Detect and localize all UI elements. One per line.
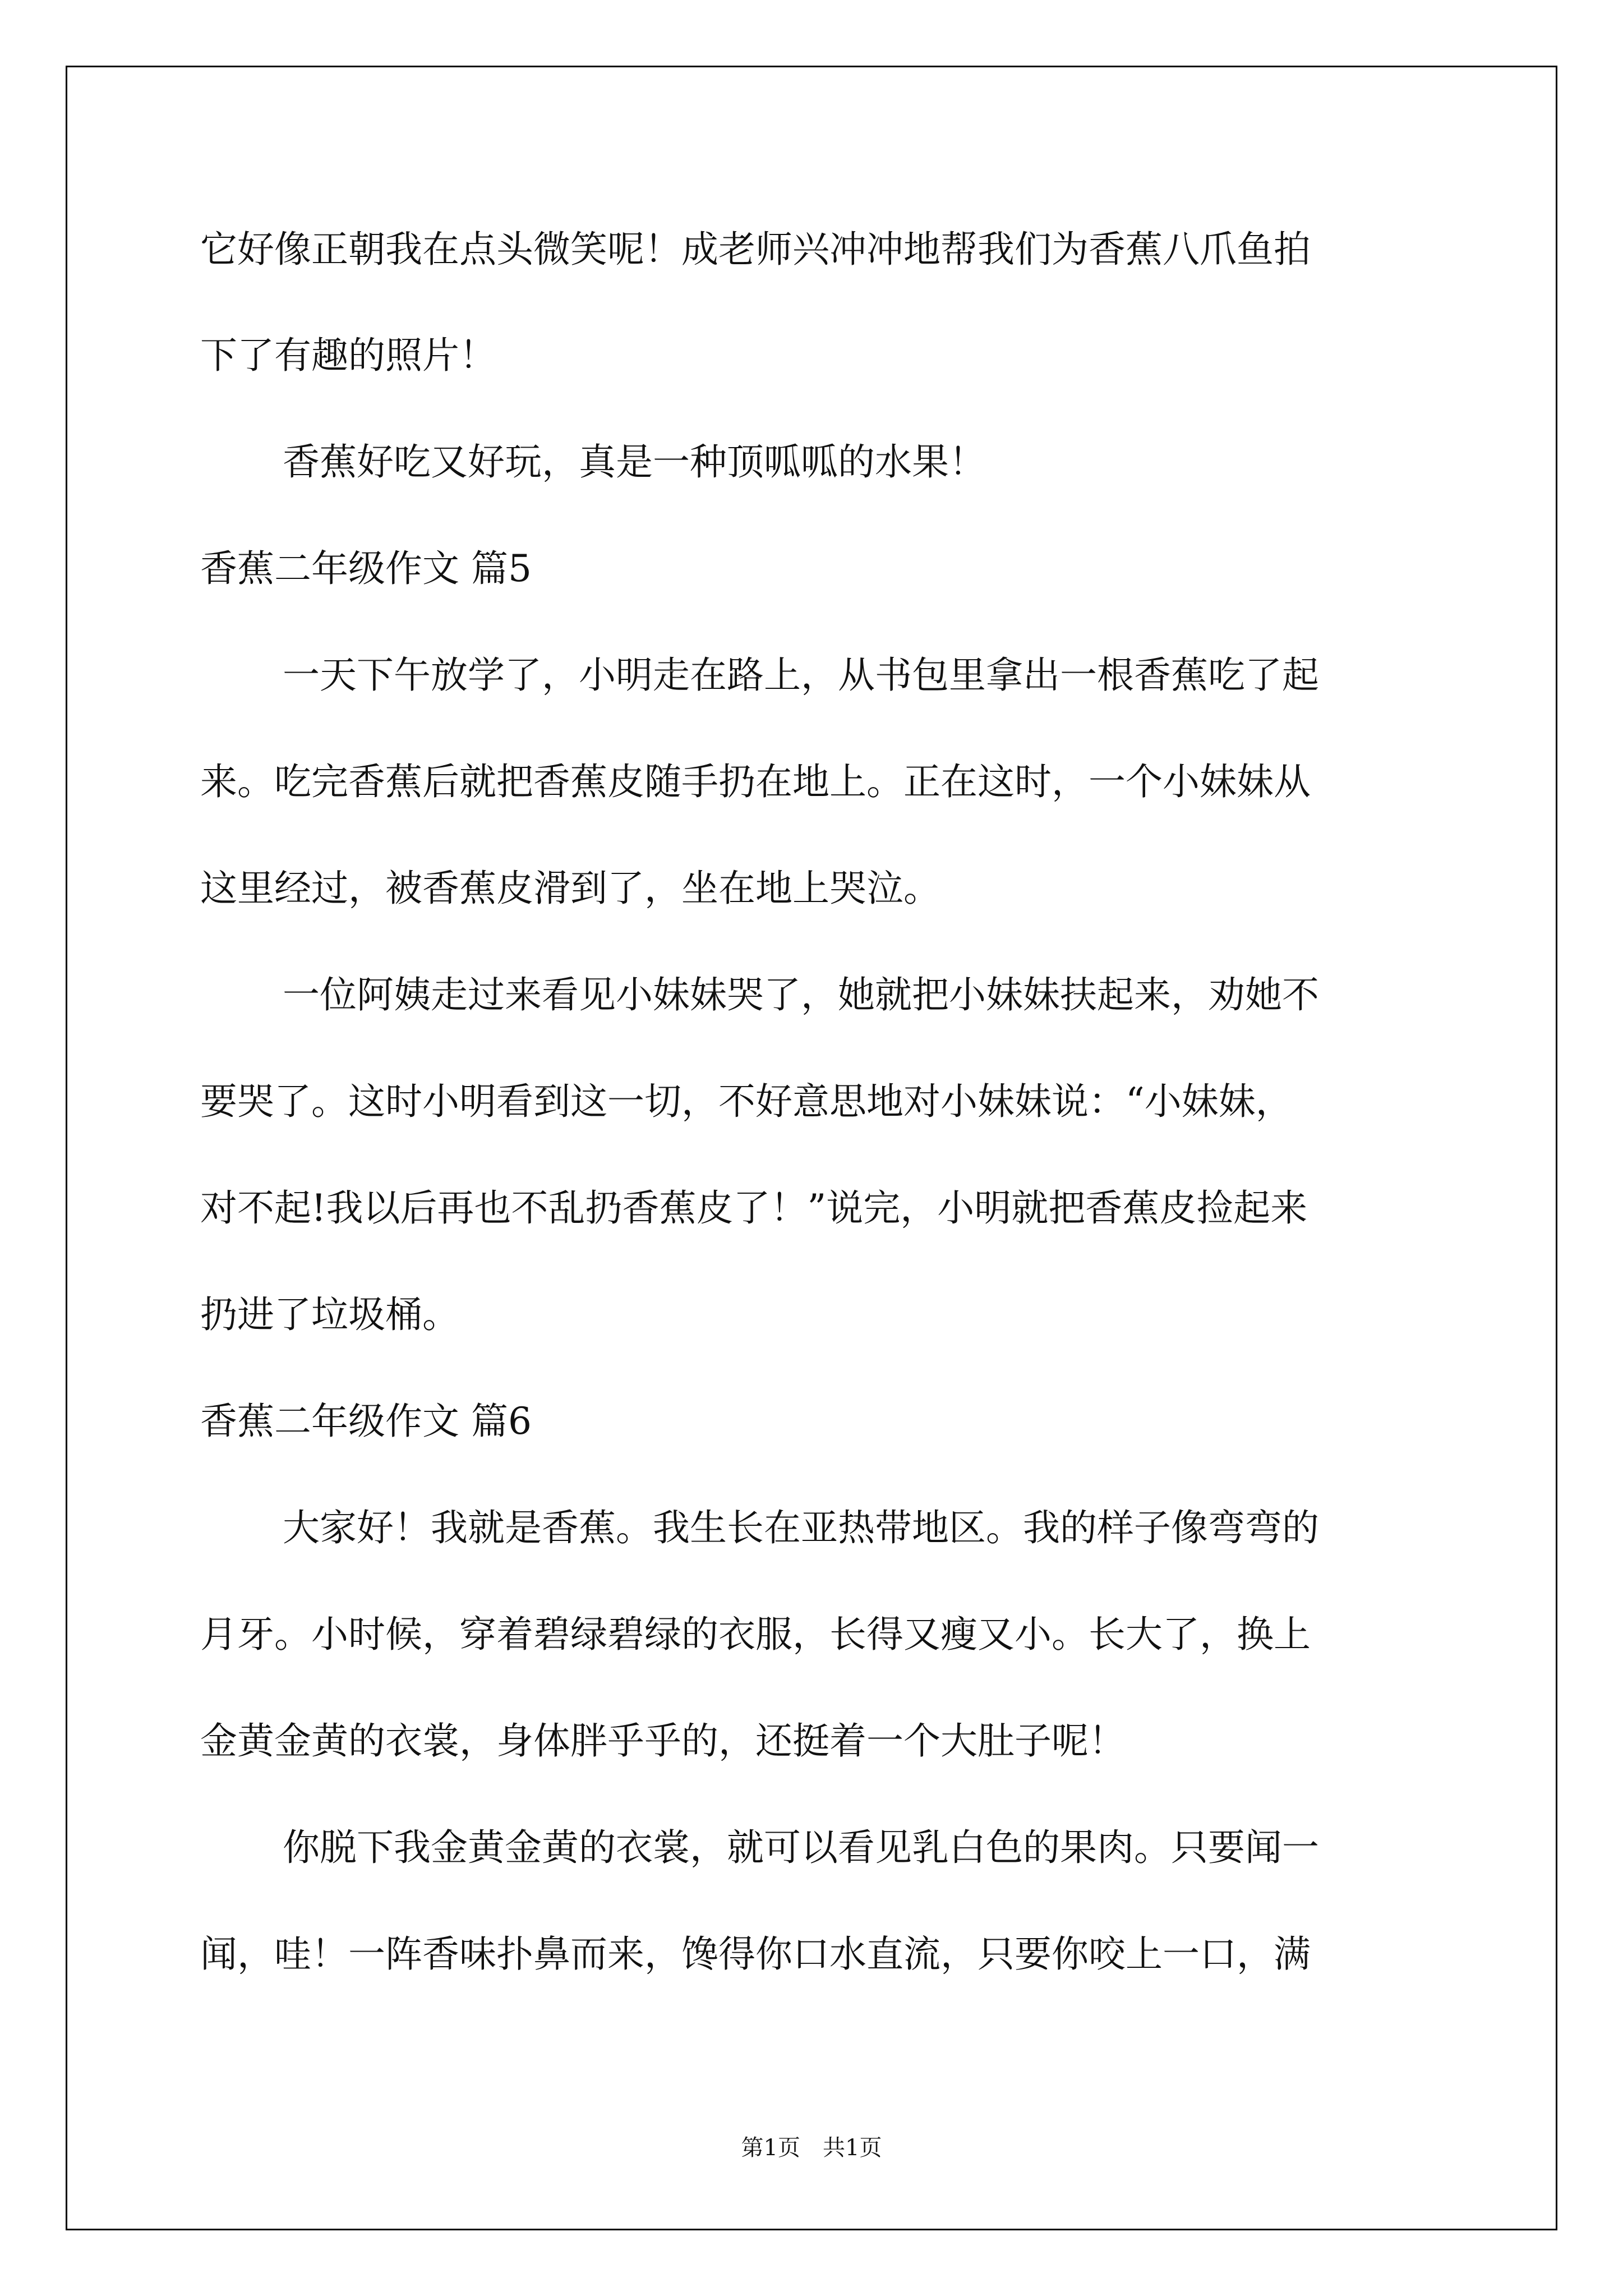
body-line: 闻，哇！一阵香味扑鼻而来，馋得你口水直流，只要你咬上一口，满 [200,1932,1311,1976]
body-line: 对不起!我以后再也不乱扔香蕉皮了！”说完，小明就把香蕉皮捡起来 [200,1186,1308,1230]
body-line: 扔进了垃圾桶。 [200,1293,459,1336]
body-line: 它好像正朝我在点头微笑呢！成老师兴冲冲地帮我们为香蕉八爪鱼拍 [200,228,1311,271]
body-line: 下了有趣的照片！ [200,334,496,377]
body-line: 一位阿姨走过来看见小妹妹哭了，她就把小妹妹扶起来，劝她不 [283,973,1319,1016]
body-line: 这里经过，被香蕉皮滑到了，坐在地上哭泣。 [200,867,940,910]
body-line: 一天下午放学了，小明走在路上，从书包里拿出一根香蕉吃了起 [283,654,1319,697]
section-heading: 香蕉二年级作文 篇5 [200,547,532,590]
body-line: 大家好！我就是香蕉。我生长在亚热带地区。我的样子像弯弯的 [283,1506,1319,1549]
body-line: 你脱下我金黄金黄的衣裳，就可以看见乳白色的果肉。只要闻一 [283,1826,1319,1869]
body-line: 月牙。小时候，穿着碧绿碧绿的衣服，长得又瘦又小。长大了，换上 [200,1613,1311,1656]
section-heading: 香蕉二年级作文 篇6 [200,1400,532,1443]
body-line: 金黄金黄的衣裳，身体胖乎乎的，还挺着一个大肚子呢！ [200,1719,1126,1763]
page-border [66,66,1557,2230]
page-footer: 第1页 共1页 [741,2135,882,2161]
body-line: 要哭了。这时小明看到这一切，不好意思地对小妹妹说：“小妹妹， [200,1080,1293,1123]
body-line: 香蕉好吃又好玩，真是一种顶呱呱的水果！ [283,440,986,484]
body-line: 来。吃完香蕉后就把香蕉皮随手扔在地上。正在这时，一个小妹妹从 [200,760,1311,803]
